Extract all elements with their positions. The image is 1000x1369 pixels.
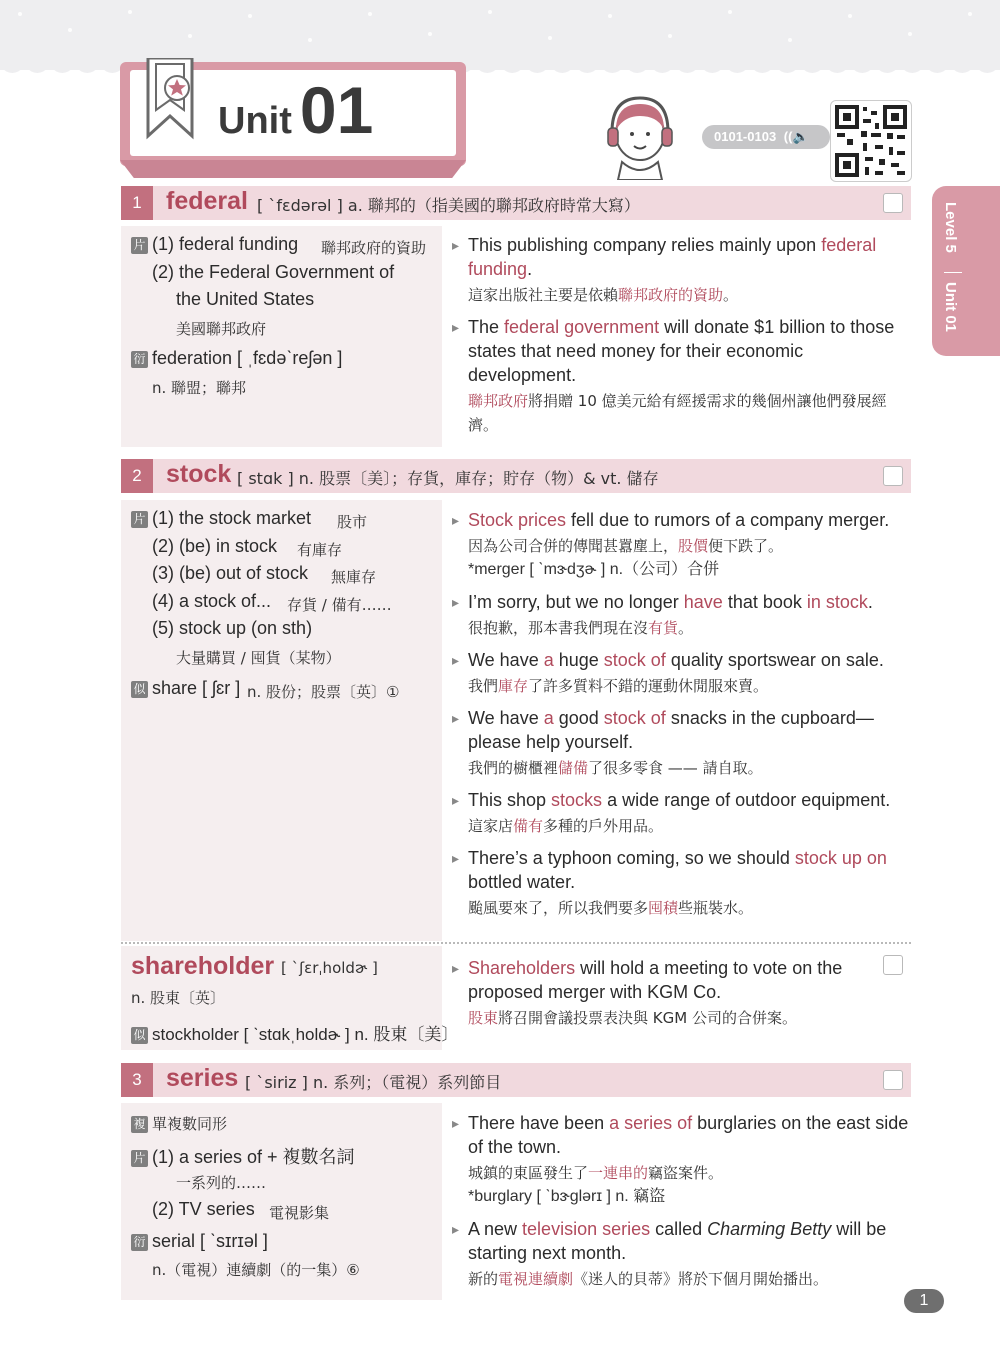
entry-pronunciation: [ ˋʃɛrˌholdɚ ]: [281, 959, 378, 977]
side-tab-unit: Unit 01: [942, 282, 959, 333]
phrase-meaning: 聯邦政府的資助: [321, 239, 427, 257]
example: ▸ Stock prices fell due to rumors of a company merger. 因為公司合併的傳聞甚囂塵上，股價便下跌了。 *merger [ ˋmɝdʒɚ ] n.（公司）合併: [452, 508, 912, 582]
example-list-shareholder: [452, 956, 872, 1030]
entry-part-of-speech: n. 股東〔英〕: [131, 989, 226, 1007]
page-number: 1: [904, 1289, 944, 1313]
phrase: (2) TV series: [152, 1199, 255, 1219]
entry-notes-shareholder: [121, 946, 459, 1050]
vocab-note: *merger [ ˋmɝdʒɚ ] n.（公司）合併: [468, 561, 720, 578]
study-checkbox[interactable]: [883, 193, 903, 213]
example: ▸ There’s a typhoon coming, so we should stock up on bottled water. 颱風要來了，所以我們要多囤積些瓶裝水。: [452, 846, 912, 920]
entry-header-federal: [121, 186, 911, 220]
derivative-tag: 衍: [131, 1234, 148, 1251]
unit-number: 01: [299, 73, 374, 147]
example: ▸ This publishing company relies mainly upon federal funding. 這家出版社主要是依賴聯邦政府的資助。: [452, 233, 912, 307]
phrase: (4) a stock of...: [152, 591, 272, 611]
phrase: (1) federal funding: [152, 234, 299, 254]
similar-tag: 似: [131, 681, 148, 698]
plural-note: 單複數同形: [152, 1115, 228, 1133]
entry-word: federal: [166, 187, 248, 215]
example: ▸ We have a huge stock of quality sportswear on sale. 我們庫存了許多質料不錯的運動休閒服來賣。: [452, 648, 912, 698]
entry-notes-stock: [121, 500, 442, 941]
phrase: (2) the Federal Government of: [152, 262, 395, 282]
phrase: (5) stock up (on sth): [152, 618, 313, 638]
study-checkbox[interactable]: [883, 466, 903, 486]
entry-notes-series: [121, 1103, 442, 1300]
unit-title: [218, 72, 373, 148]
dotted-divider: [121, 942, 911, 944]
example: ▸ The federal government will donate $1 billion to those states that need money for their economic development. 聯邦政府將捐贈 10 億美元給有經援需求的幾個州讓他們發展經濟。: [452, 315, 912, 437]
entry-notes-federal: [121, 226, 442, 447]
phrase-tag: 片: [131, 1150, 148, 1167]
phrase-meaning: 存貨 / 備有……: [287, 596, 392, 614]
phrase-meaning: 電視影集: [269, 1204, 330, 1222]
example: ▸ A new television series called Charming Betty will be starting next month. 新的電視連續劇《迷人的貝蒂》將於下個月開始播出。: [452, 1217, 912, 1291]
derivative-tag: 衍: [131, 351, 148, 368]
example: ▸ This shop stocks a wide range of outdoor equipment. 這家店備有多種的戶外用品。: [452, 788, 912, 838]
side-tab: [932, 186, 1000, 356]
derivative-word: serial [ ˋsɪrɪəl ]: [152, 1231, 268, 1251]
speaker-icon: ((🔈: [783, 129, 809, 144]
example-list-series: [452, 1111, 912, 1291]
entry-definition: [ stɑk ] n. 股票〔美〕；存貨，庫存；貯存（物）& vt. 儲存: [237, 469, 659, 488]
phrase-meaning: 一系列的……: [176, 1174, 267, 1192]
similar-tag: 似: [131, 1027, 148, 1044]
study-checkbox[interactable]: [883, 1070, 903, 1090]
headphone-boy-icon: [600, 90, 680, 180]
entry-number: 2: [121, 459, 153, 493]
phrase-meaning: 美國聯邦政府: [176, 320, 267, 338]
example: ▸ I’m sorry, but we no longer have that book in stock. 很抱歉，那本書我們現在沒有貨。: [452, 590, 912, 640]
phrase-cont: the United States: [176, 289, 315, 309]
audio-track-badge[interactable]: [702, 125, 830, 149]
phrase: (2) (be) in stock: [152, 536, 278, 556]
entry-definition: [ ˋfɛdərəl ] a. 聯邦的（指美國的聯邦政府時常大寫）: [257, 196, 640, 215]
unit-word: Unit: [218, 100, 292, 142]
entry-header-stock: [121, 459, 911, 493]
phrase: (1) a series of + 複數名詞: [152, 1147, 355, 1167]
example-list-federal: [452, 233, 912, 437]
phrase: (1) the stock market: [152, 508, 312, 528]
entry-number: 1: [121, 186, 153, 220]
bookmark-star-icon: [144, 58, 196, 140]
unit-header: [120, 62, 466, 180]
example: ▸ There have been a series of burglaries on the east side of the town. 城鎮的東區發生了一連串的竊盜案件。 *burglary [ ˋbɝglərɪ ] n. 竊盜: [452, 1111, 912, 1209]
phrase-meaning: 大量購買 / 囤貨（某物）: [176, 649, 341, 667]
side-tab-level: Level 5: [942, 202, 959, 253]
entry-header-series: [121, 1063, 911, 1097]
derivative-word: federation [ ˌfɛdəˋreʃən ]: [152, 348, 343, 368]
example-list-stock: [452, 508, 912, 920]
vocab-note: *burglary [ ˋbɝglərɪ ] n. 竊盜: [468, 1188, 666, 1205]
phrase-meaning: 有庫存: [297, 541, 343, 559]
dot-pattern: [0, 0, 1000, 60]
example: ▸ We have a good stock of snacks in the cupboard—please help yourself. 我們的櫥櫃裡儲備了很多零食 —— 請自取。: [452, 706, 912, 780]
qr-code-icon[interactable]: [830, 100, 912, 182]
entry-word: stock: [166, 460, 232, 488]
example: ▸ Shareholders will hold a meeting to vote on the proposed merger with KGM Co. 股東將召開會議投票表決與 KGM 公司的合併案。: [452, 956, 872, 1030]
phrase-tag: 片: [131, 511, 148, 528]
similar-meaning: n. 股份；股票〔英〕①: [247, 683, 400, 701]
phrase-meaning: 股市: [337, 513, 368, 531]
phrase-tag: 片: [131, 237, 148, 254]
plural-tag: 複: [131, 1116, 148, 1133]
phrase-meaning: 無庫存: [331, 568, 377, 586]
similar-word: stockholder [ ˋstɑkˌholdɚ ] n. 股東〔美〕: [152, 1025, 459, 1044]
similar-word: share [ ʃɛr ]: [152, 678, 241, 698]
entry-definition: [ ˋsiriz ] n. 系列；（電視）系列節目: [245, 1073, 502, 1092]
audio-code: 0101-0103: [714, 129, 777, 144]
entry-word: series: [166, 1064, 239, 1092]
entry-word: shareholder: [131, 952, 275, 980]
derivative-meaning: n. 聯盟；聯邦: [152, 379, 247, 397]
phrase: (3) (be) out of stock: [152, 563, 309, 583]
derivative-meaning: n.（電視）連續劇（的一集）⑥: [152, 1261, 360, 1279]
entry-number: 3: [121, 1063, 153, 1097]
study-checkbox[interactable]: [883, 955, 903, 975]
